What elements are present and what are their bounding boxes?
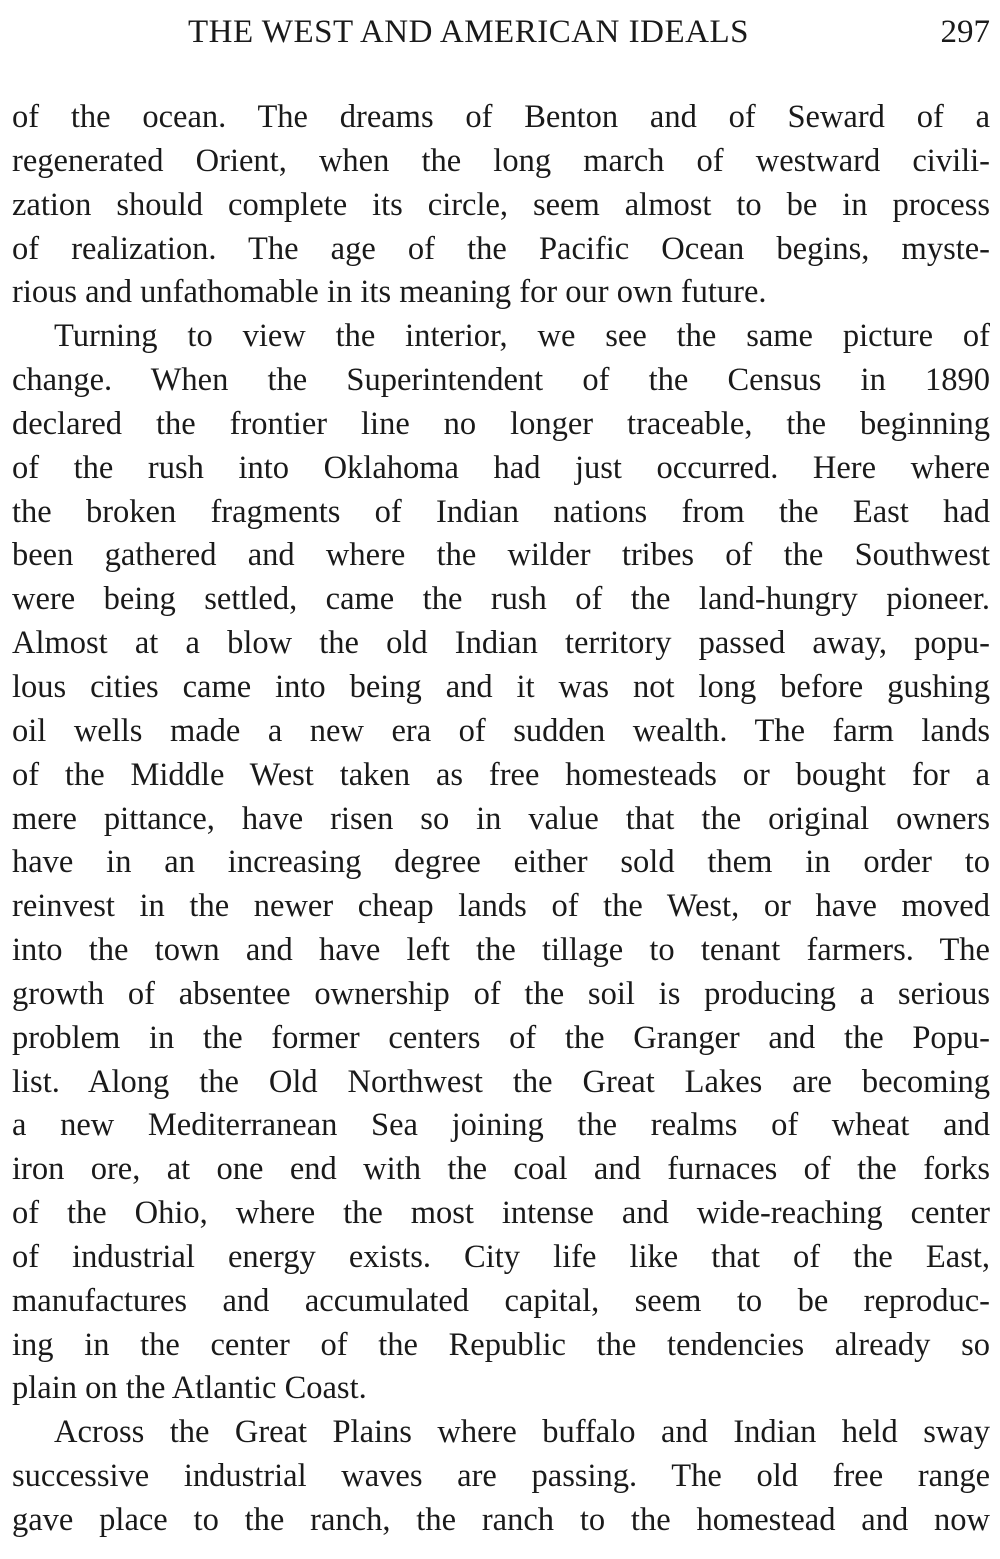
- text-line: rious and unfathomable in its meaning for our own future.: [12, 274, 767, 311]
- text-line: mere pittance, have risen so in value that the original owners: [12, 800, 990, 837]
- text-line: growth of absentee ownership of the soil is producing a serious: [12, 975, 990, 1012]
- running-head: [12, 14, 990, 60]
- text-line: iron ore, at one end with the coal and furnaces of the forks: [12, 1151, 990, 1188]
- body-text: [12, 96, 990, 1543]
- text-line: regenerated Orient, when the long march of westward civili-: [12, 142, 990, 179]
- text-line: list. Along the Old Northwest the Great Lakes are becoming: [12, 1063, 990, 1100]
- text-line: Turning to view the interior, we see the same picture of: [54, 318, 990, 355]
- text-line: successive industrial waves are passing. The old free range: [12, 1458, 990, 1495]
- text-line: reinvest in the newer cheap lands of the West, or have moved: [12, 888, 990, 925]
- text-line: were being settled, came the rush of the land-hungry pioneer.: [12, 581, 990, 618]
- text-line: plain on the Atlantic Coast.: [12, 1370, 367, 1407]
- text-line: manufactures and accumulated capital, seem to be reproduc-: [12, 1282, 990, 1319]
- text-line: the broken fragments of Indian nations from the East had: [12, 493, 990, 530]
- text-line: a new Mediterranean Sea joining the realms of wheat and: [12, 1107, 990, 1144]
- text-line: of the Middle West taken as free homesteads or bought for a: [12, 756, 990, 793]
- text-line: been gathered and where the wilder tribes of the Southwest: [12, 537, 990, 574]
- text-line: of the Ohio, where the most intense and wide-reaching center: [12, 1195, 990, 1232]
- text-line: Almost at a blow the old Indian territory passed away, popu-: [12, 625, 990, 662]
- text-line: zation should complete its circle, seem almost to be in process: [12, 186, 990, 223]
- text-line: oil wells made a new era of sudden wealth. The farm lands: [12, 712, 990, 749]
- page-number: 297: [940, 14, 990, 50]
- text-line: of the ocean. The dreams of Benton and of Seward of a: [12, 99, 990, 135]
- text-line: declared the frontier line no longer traceable, the beginning: [12, 405, 990, 442]
- text-line: problem in the former centers of the Granger and the Popu-: [12, 1019, 990, 1056]
- text-line: gave place to the ranch, the ranch to the homestead and now: [12, 1502, 990, 1538]
- text-line: of industrial energy exists. City life like that of the East,: [12, 1238, 990, 1275]
- text-line: lous cities came into being and it was not long before gushing: [12, 668, 990, 705]
- text-line: of the rush into Oklahoma had just occurred. Here where: [12, 449, 990, 486]
- text-line: ing in the center of the Republic the tendencies already so: [12, 1326, 990, 1363]
- text-line: of realization. The age of the Pacific Ocean begins, myste-: [12, 230, 990, 267]
- text-line: Across the Great Plains where buffalo and Indian held sway: [54, 1414, 990, 1451]
- text-line: change. When the Superintendent of the Census in 1890: [12, 362, 990, 399]
- text-line: have in an increasing degree either sold them in order to: [12, 844, 990, 881]
- text-line: into the town and have left the tillage to tenant farmers. The: [12, 932, 990, 969]
- running-title: THE WEST AND AMERICAN IDEALS: [188, 14, 749, 50]
